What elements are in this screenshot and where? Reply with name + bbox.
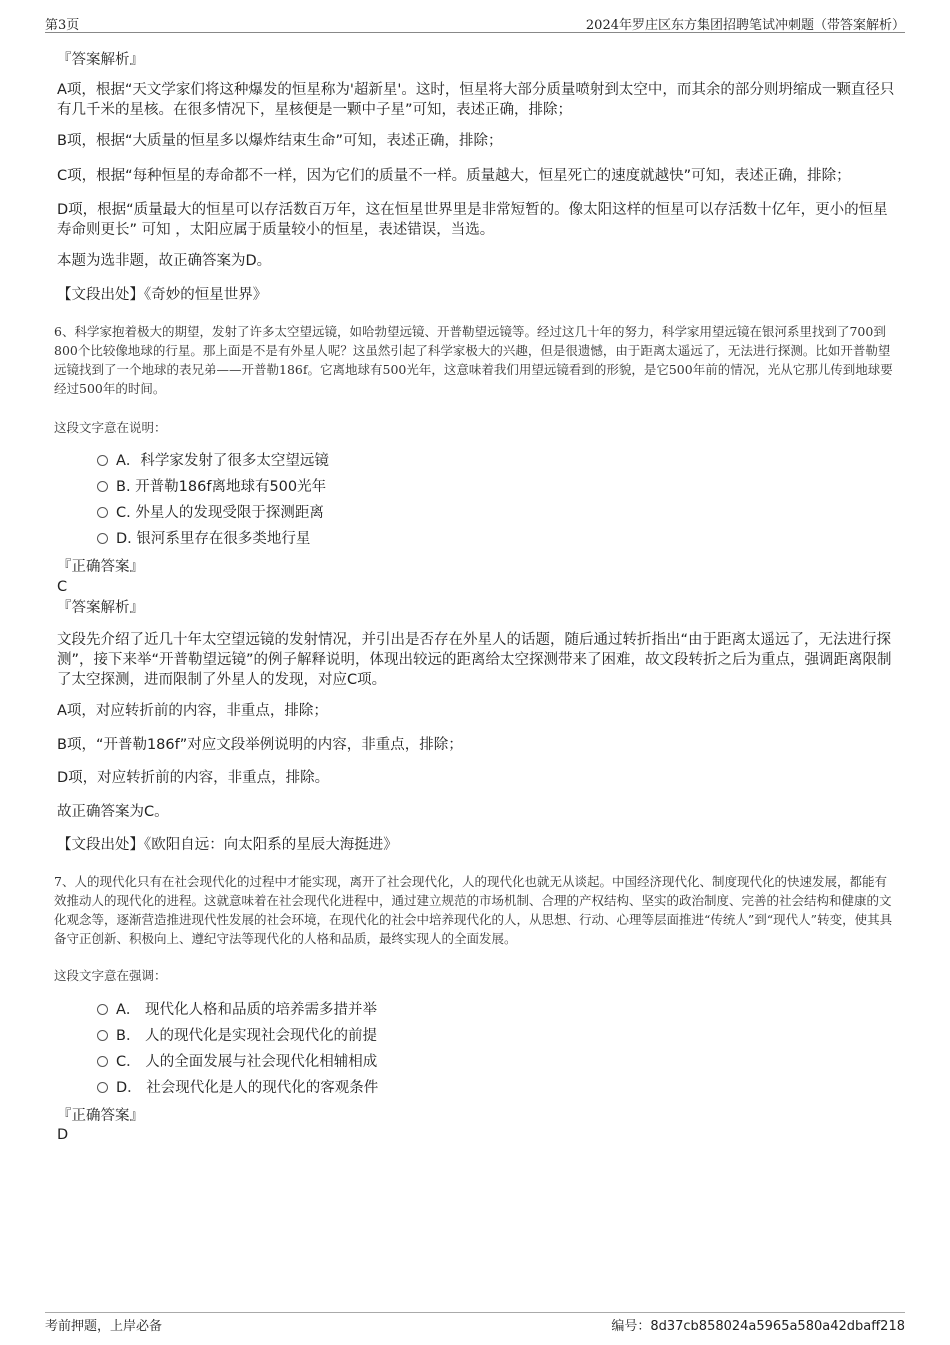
q6-conclusion: 故正确答案为C。 [57,804,169,820]
q5-analysis-c: C项，根据“每种恒星的寿命都不一样，因为它们的质量不一样。质量越大，恒星死亡的速度就越快”可知，表述正确，排除； [57,168,851,184]
document-title: 2024年罗庄区东方集团招聘笔试冲刺题（带答案解析） [585,18,905,33]
q5-analysis-label: 『答案解析』 [57,52,144,68]
radio-icon[interactable] [97,481,108,492]
q5-analysis-a: A项，根据“天文学家们将这种爆发的恒星称为'超新星'。这时，恒星将大部分质量喷射到太空中，而其余的部分则坍缩成一颗直径只有几千米的星核。在很多情况下，星核便是一颗中子星”可知，表述正确，排除； [57,82,895,118]
radio-icon[interactable] [97,1030,108,1041]
radio-icon[interactable] [97,1082,108,1093]
page-footer [45,1312,905,1333]
q7-option-c[interactable]: C． 人的全面发展与社会现代化相辅相成 [97,1052,377,1072]
q5-analysis-d: D项，根据“质量最大的恒星可以存活数百万年，这在恒星世界里是非常短暂的。像太阳这样的恒星可以存活数十亿年，更小的恒星寿命则更长” 可知 ，太阳应属于质量较小的恒星，表述错误，当选。 [57,202,888,238]
q5-analysis-b: B项，根据“大质量的恒星多以爆炸结束生命”可知，表述正确，排除； [57,133,503,149]
q6-analysis: 文段先介绍了近几十年太空望远镜的发射情况，并引出是否存在外星人的话题，随后通过转折指出“由于距离太遥远了，无法进行探测”，接下来举“开普勒望远镜”的例子解释说明，体现出较远的距离给太空探测带来了困难，故文段转折之后为重点，强调距离限制了太空探测，进而限制了外星人的发现，对应C项。 [57,632,892,688]
document-code: 编号：8d37cb858024a5965a580a42dbaff218 [611,1319,905,1334]
q7-option-b[interactable]: B． 人的现代化是实现社会现代化的前提 [97,1026,377,1046]
q6-option-a[interactable]: A．科学家发射了很多太空望远镜 [97,451,329,471]
q6-option-c[interactable]: C. 外星人的发现受限于探测距离 [97,503,324,523]
radio-icon[interactable] [97,1004,108,1015]
q6-analysis-a: A项，对应转折前的内容，非重点，排除； [57,703,328,719]
q6-answer-label: 『正确答案』 [57,559,144,575]
q6-prompt: 这段文字意在说明： [54,420,167,435]
footer-slogan: 考前押题，上岸必备 [45,1319,163,1334]
q7-prompt: 这段文字意在强调： [54,968,167,983]
page-header [45,14,905,33]
radio-icon[interactable] [97,533,108,544]
page-number: 第3页 [45,18,80,33]
q6-option-d[interactable]: D. 银河系里存在很多类地行星 [97,529,310,549]
q6-analysis-d: D项，对应转折前的内容，非重点，排除。 [57,770,330,786]
q6-analysis-label: 『答案解析』 [57,600,144,616]
q5-conclusion: 本题为选非题，故正确答案为D。 [57,253,272,269]
q6-option-b[interactable]: B. 开普勒186f离地球有500光年 [97,477,326,497]
q7-option-d[interactable]: D． 社会现代化是人的现代化的客观条件 [97,1078,378,1098]
q5-source: 【文段出处】《奇妙的恒星世界》 [57,287,268,303]
q7-option-a[interactable]: A． 现代化人格和品质的培养需多措并举 [97,1000,377,1020]
q7-stem: 7、人的现代化只有在社会现代化的过程中才能实现，离开了社会现代化，人的现代化也就无从谈起。中国经济现代化、制度现代化的快速发展，都能有效推动人的现代化的进程。这就意味着在社会现代化进程中，通过建立规范的市场机制、合理的产权结构、坚实的政治制度、完善的社会结构和健康的文化观念等，逐渐营造推进现代性发展的社会环境，在现代化的社会中培养现代化的人，从思想、行动、心理等层面推进“传统人”到“现代人”转变，使其具备守正创新、积极向上、遵纪守法等现代化的人格和品质，最终实现人的全面发展。 [54,874,893,946]
radio-icon[interactable] [97,507,108,518]
radio-icon[interactable] [97,455,108,466]
radio-icon[interactable] [97,1056,108,1067]
q7-answer: D [57,1127,69,1143]
q6-source: 【文段出处】《欧阳自远：向太阳系的星辰大海挺进》 [57,837,398,853]
q7-answer-label: 『正确答案』 [57,1108,144,1124]
q6-analysis-b: B项，“开普勒186f”对应文段举例说明的内容，非重点，排除； [57,737,463,753]
q6-answer: C [57,579,68,595]
q6-stem: 6、科学家抱着极大的期望，发射了许多太空望远镜，如哈勃望远镜、开普勒望远镜等。经过这几十年的努力，科学家用望远镜在银河系里找到了700到800个比较像地球的行星。那上面是不是有外星人呢？这虽然引起了科学家极大的兴趣，但是很遗憾，由于距离太遥远了，无法进行探测。比如开普勒望远镜找到了一个地球的表兄弟——开普勒186f。它离地球有500光年，这意味着我们用望远镜看到的形貌，是它500年前的情况，光从它那儿传到地球要经过500年的时间。 [54,324,893,396]
